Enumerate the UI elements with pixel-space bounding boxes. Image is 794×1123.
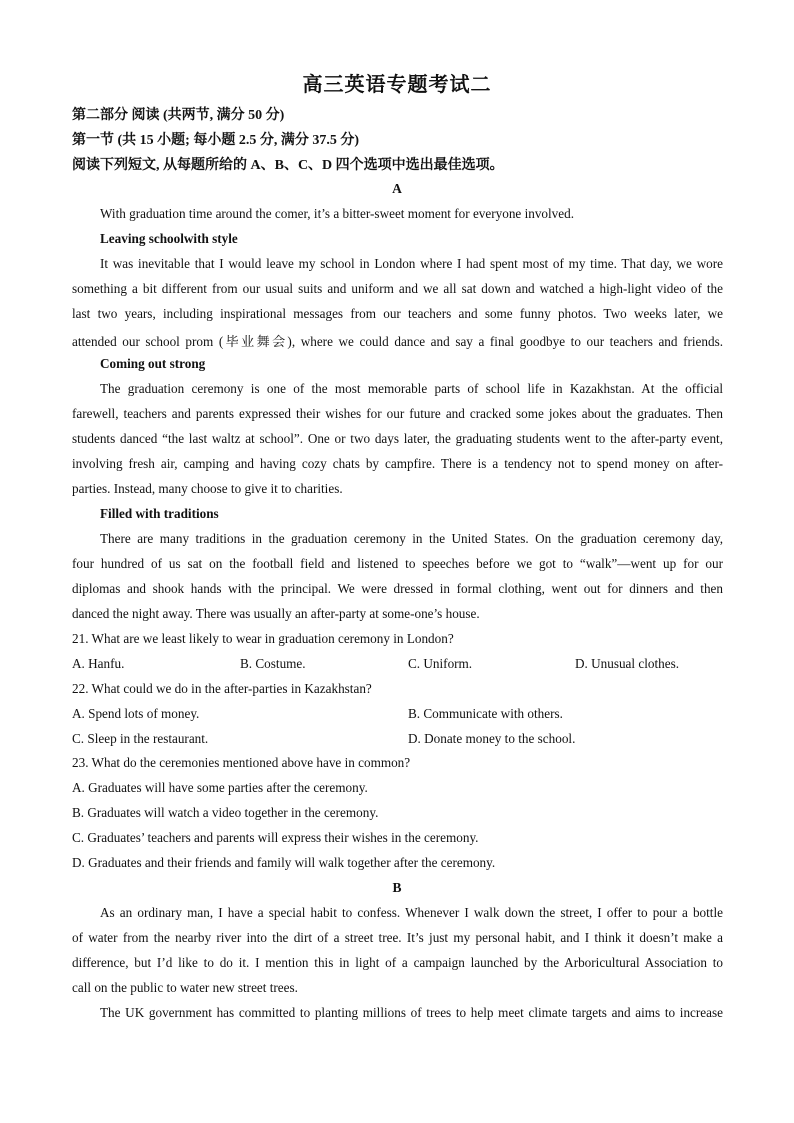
- q23-option-a: A. Graduates will have some parties after the ceremony.: [72, 780, 368, 795]
- question-23-stem: 23. What do the ceremonies mentioned above have in common?: [72, 755, 411, 770]
- paragraph-line: danced the night away. There was usually an after-party at some-one’s house.: [72, 606, 480, 621]
- question-22-stem: 22. What could we do in the after-parties in Kazakhstan?: [72, 681, 372, 696]
- paragraph-line: attended our school prom (毕业舞会), where we could dance and say a final goodbye to our teachers and friends.: [72, 334, 723, 349]
- q21-option-c: C. Uniform.: [408, 656, 473, 671]
- paragraph-line: something a bit different from our usual suits and uniform and we all sat down and watched a high-light video of the: [72, 281, 723, 296]
- part-heading: 第二部分 阅读 (共两节, 满分 50 分): [72, 108, 285, 123]
- q22-option-b: B. Communicate with others.: [408, 706, 563, 721]
- page-title: 高三英语专题考试二: [302, 74, 492, 96]
- passage-a-intro: With graduation time around the comer, it’s a bitter-sweet moment for everyone involved.: [100, 206, 575, 221]
- paragraph-line: farewell, teachers and parents expressed their wishes for our future and cracked some jokes about the graduates. Then: [72, 406, 723, 421]
- paragraph-line: There are many traditions in the graduation ceremony in the United States. On the graduation ceremony day,: [100, 531, 723, 546]
- subheading-leaving: Leaving schoolwith style: [100, 231, 238, 246]
- paragraph-line: parties. Instead, many choose to give it to charities.: [72, 481, 343, 496]
- q23-option-b: B. Graduates will watch a video together in the ceremony.: [72, 805, 379, 820]
- paragraph-line: call on the public to water new street trees.: [72, 980, 298, 995]
- q22-option-a: A. Spend lots of money.: [72, 706, 200, 721]
- q22-option-d: D. Donate money to the school.: [408, 731, 576, 746]
- paragraph-line: last two years, including inspirational messages from our teachers and some funny photos. Two weeks later, we: [72, 306, 723, 321]
- q22-option-c: C. Sleep in the restaurant.: [72, 731, 209, 746]
- section-heading: 第一节 (共 15 小题; 每小题 2.5 分, 满分 37.5 分): [72, 133, 359, 148]
- q23-option-d: D. Graduates and their friends and family will walk together after the ceremony.: [72, 855, 496, 870]
- instruction: 阅读下列短文, 从每题所给的 A、B、C、D 四个选项中选出最佳选项。: [72, 158, 504, 173]
- paragraph-line: of water from the nearby river into the dirt of a street tree. It’s just my personal habit, and I think it doesn’t make a: [72, 930, 723, 945]
- paragraph-line: The UK government has committed to planting millions of trees to help meet climate targets and aims to increase: [100, 1005, 723, 1020]
- passage-a-label: A: [392, 181, 402, 196]
- paragraph-line: As an ordinary man, I have a special habit to confess. Whenever I walk down the street, I offer to pour a bottle: [100, 905, 723, 920]
- paragraph-line: difference, but I’d like to do it. I mention this in light of a campaign launched by the Arboricultural Association to: [72, 955, 723, 970]
- q21-option-a: A. Hanfu.: [72, 656, 125, 671]
- q21-option-b: B. Costume.: [240, 656, 306, 671]
- q23-option-c: C. Graduates’ teachers and parents will express their wishes in the ceremony.: [72, 830, 479, 845]
- paragraph-line: The graduation ceremony is one of the most memorable parts of school life in Kazakhstan. At the official: [100, 381, 723, 396]
- subheading-traditions: Filled with traditions: [100, 506, 219, 521]
- question-21-stem: 21. What are we least likely to wear in graduation ceremony in London?: [72, 631, 454, 646]
- subheading-coming-out: Coming out strong: [100, 356, 206, 371]
- paragraph-line: four hundred of us sat on the football field and listened to speeches before we got to “walk”—went up for our: [72, 556, 723, 571]
- q21-option-d: D. Unusual clothes.: [575, 656, 680, 671]
- paragraph-line: students danced “the last waltz at school”. One or two days later, the graduating students went to the after-party event,: [72, 431, 723, 446]
- paragraph-line: It was inevitable that I would leave my school in London where I had spent most of my time. That day, we wore: [100, 256, 723, 271]
- paragraph-line: diplomas and shook hands with the principal. We were dressed in formal clothing, went out for dinners and then: [72, 581, 723, 596]
- paragraph-line: involving fresh air, camping and having cozy chats by campfire. There is a tendency not to spend money on after-: [72, 456, 723, 471]
- passage-b-label: B: [392, 880, 402, 895]
